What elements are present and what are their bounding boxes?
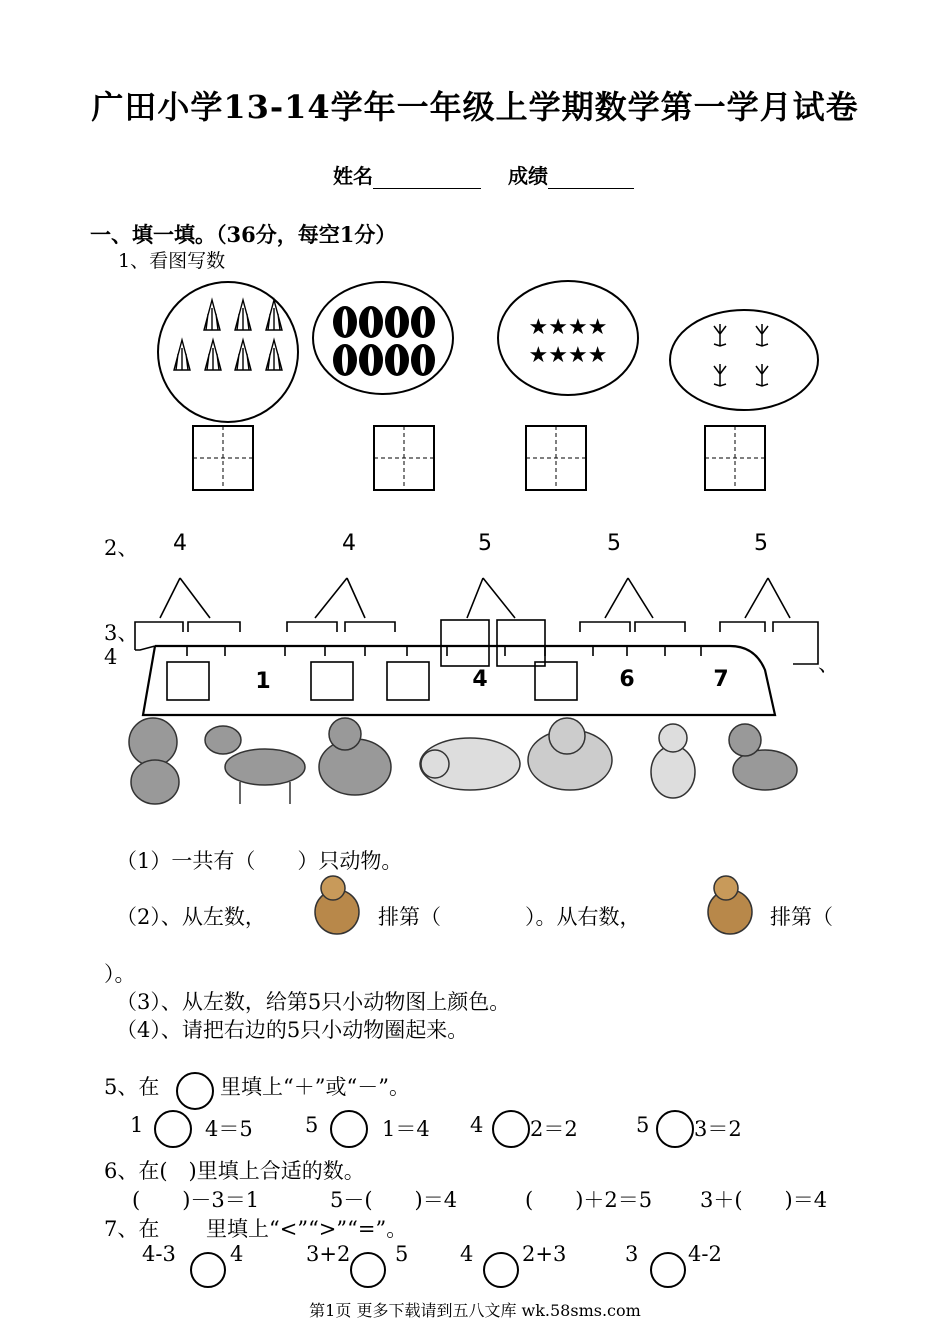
flowers-picture bbox=[670, 310, 818, 410]
q7-operand: 3 bbox=[625, 1242, 639, 1266]
q4-item-4: （4）、请把右边的5只小动物圈起来。 bbox=[116, 1018, 469, 1042]
question-7-label-b: 里填上“<”“>”“=”。 bbox=[206, 1217, 408, 1241]
pig-icon bbox=[528, 718, 612, 790]
q2-number: 5 bbox=[607, 531, 621, 556]
q5-answer-circle[interactable] bbox=[330, 1110, 368, 1148]
name-label: 姓名 bbox=[333, 164, 373, 188]
q2-number: 4 bbox=[342, 531, 356, 556]
q5-operand: 1＝4 bbox=[382, 1117, 430, 1141]
q2-number: 5 bbox=[478, 531, 492, 556]
q5-operand: 4＝5 bbox=[205, 1117, 253, 1141]
q3-trailing-mark: 、 bbox=[818, 652, 839, 676]
q6-item[interactable]: ( )＋2＝5 bbox=[525, 1188, 653, 1212]
q7-answer-circle[interactable] bbox=[650, 1252, 686, 1288]
q7-answer-circle[interactable] bbox=[483, 1252, 519, 1288]
q4-item-3: （3）、从左数，给第5只小动物图上颜色。 bbox=[116, 990, 511, 1014]
ox-icon bbox=[319, 718, 391, 795]
q7-operand: 4 bbox=[230, 1242, 244, 1266]
svg-text:★★★★: ★★★★ bbox=[528, 343, 608, 368]
train-number: 1 bbox=[255, 669, 271, 694]
q5-operand: 5 bbox=[636, 1113, 650, 1137]
train-number: 4 bbox=[472, 667, 488, 692]
score-label: 成绩 bbox=[508, 164, 548, 188]
animals-row bbox=[105, 712, 805, 812]
tassels-picture bbox=[158, 282, 298, 422]
q5-operand: 3＝2 bbox=[694, 1117, 742, 1141]
stars-picture bbox=[498, 281, 638, 395]
score-field[interactable] bbox=[508, 160, 634, 189]
q4-item-2-right: 排第（ bbox=[770, 905, 833, 929]
dog-icon bbox=[729, 724, 797, 790]
q7-answer-circle[interactable] bbox=[190, 1252, 226, 1288]
q2-number: 4 bbox=[173, 531, 187, 556]
q6-item[interactable]: 5－( )＝4 bbox=[330, 1188, 458, 1212]
q7-operand: 2+3 bbox=[522, 1242, 567, 1266]
train-number: 7 bbox=[713, 667, 729, 692]
q7-operand: 3+2 bbox=[306, 1242, 351, 1266]
rabbit-icon bbox=[651, 724, 695, 798]
q7-operand: 4-3 bbox=[142, 1242, 176, 1266]
circle-icon bbox=[176, 1072, 214, 1110]
question-2-label: 2、 bbox=[104, 536, 139, 560]
q7-operand: 4-2 bbox=[688, 1242, 722, 1266]
q4-item-1: （1）一共有（ ）只动物。 bbox=[116, 849, 403, 873]
sheep-icon bbox=[420, 738, 520, 790]
ox-icon bbox=[305, 872, 369, 942]
q5-operand: 2＝2 bbox=[530, 1117, 578, 1141]
balls-picture bbox=[313, 282, 453, 394]
q4-item-2-left: （2）、从左数， bbox=[116, 905, 266, 929]
horse-icon bbox=[205, 726, 305, 804]
q1-pictures bbox=[150, 278, 830, 500]
question-3-label: 3、 bbox=[104, 621, 139, 645]
q7-answer-circle[interactable] bbox=[350, 1252, 386, 1288]
q5-answer-circle[interactable] bbox=[656, 1110, 694, 1148]
question-5-label-b: 里填上“＋”或“－”。 bbox=[220, 1075, 410, 1099]
question-3-label-b: 4 bbox=[104, 645, 118, 669]
train-number: 6 bbox=[619, 667, 635, 692]
page-footer: 第1页 更多下载请到五八文库 wk.58sms.com bbox=[309, 1301, 641, 1320]
q6-item[interactable]: ( )－3＝1 bbox=[132, 1188, 260, 1212]
question-5-label: 5、在 bbox=[104, 1075, 160, 1099]
split-trees-and-train bbox=[125, 570, 845, 720]
ox-icon bbox=[698, 872, 762, 942]
q5-operand: 4 bbox=[470, 1113, 484, 1137]
q5-answer-circle[interactable] bbox=[492, 1110, 530, 1148]
q1-answer-boxes[interactable] bbox=[193, 426, 765, 490]
q5-operand: 5 bbox=[305, 1113, 319, 1137]
q7-operand: 5 bbox=[395, 1242, 409, 1266]
q5-operand: 1 bbox=[130, 1113, 144, 1137]
q5-answer-circle[interactable] bbox=[154, 1110, 192, 1148]
page-title: 广田小学13-14学年一年级上学期数学第一学月试卷 bbox=[91, 88, 859, 126]
q7-operand: 4 bbox=[460, 1242, 474, 1266]
q4-item-2-end: ）。 bbox=[104, 962, 136, 986]
name-field[interactable] bbox=[333, 160, 481, 189]
section-heading: 一、填一填。（36分，每空1分） bbox=[90, 222, 397, 247]
q2-number: 5 bbox=[754, 531, 768, 556]
question-7-label: 7、在 bbox=[104, 1217, 160, 1241]
svg-text:★★★★: ★★★★ bbox=[528, 315, 608, 340]
q6-item[interactable]: 3＋( )＝4 bbox=[700, 1188, 828, 1212]
question-1-label: 1、看图写数 bbox=[118, 250, 226, 272]
question-6-label: 6、在( )里填上合适的数。 bbox=[104, 1159, 365, 1183]
bear-icon bbox=[129, 718, 179, 804]
q4-item-2-middle: 排第（ ）。从右数， bbox=[378, 905, 641, 929]
